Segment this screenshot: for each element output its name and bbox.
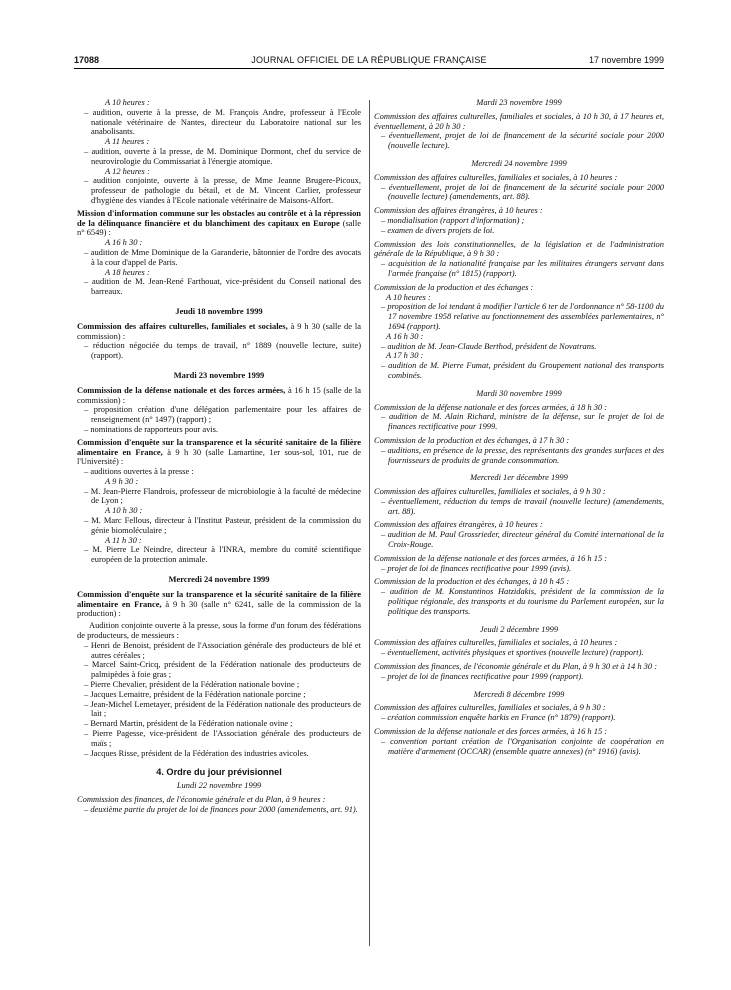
producer-item: – Jean-Michel Lemetayer, président de la Fédération nationale des producteurs de lait ; bbox=[77, 700, 361, 720]
agenda-item: – projet de loi de finances rectificative pour 1999 (avis). bbox=[374, 564, 664, 574]
producer-item: – Jacques Lemaitre, président de la Fédération nationale porcine ; bbox=[77, 690, 361, 700]
section-title: 4. Ordre du jour prévisionnel bbox=[156, 767, 282, 778]
time-label: A 18 heures : bbox=[105, 266, 150, 277]
commission-heading: Commission de la production et des échanges : bbox=[374, 281, 534, 292]
date-heading: Lundi 22 novembre 1999 bbox=[176, 780, 262, 791]
date-heading: Jeudi 2 décembre 1999 bbox=[479, 623, 559, 634]
agenda-item: – audition de M. Pierre Fumat, président du Groupement national des transports combinés. bbox=[374, 361, 664, 381]
agenda-item: – auditions ouvertes à la presse : bbox=[77, 467, 361, 477]
commission-heading: Commission de la défense nationale et des forces armées, à 16 h 15 : bbox=[374, 726, 608, 737]
commission-heading: Commission des affaires culturelles, familiales et sociales, à 9 h 30 : bbox=[374, 702, 606, 713]
commission-heading: Commission des affaires culturelles, familiales et sociales, à 10 heures : bbox=[374, 637, 618, 648]
time-label: A 10 h 30 : bbox=[105, 505, 143, 516]
date-heading: Mardi 23 novembre 1999 bbox=[476, 97, 562, 107]
commission-name: Commission d'enquête sur la transparence et la sécurité sanitaire de la filière alimentaire en France, bbox=[77, 588, 361, 609]
agenda-item: – audition de M. Jean-René Farthouat, vice-président du Conseil national des barreaux. bbox=[77, 277, 361, 297]
commission-heading: Commission des affaires culturelles, familiales et sociales, à 9 h 30 : bbox=[374, 486, 606, 497]
commission-heading: Commission des affaires culturelles, familiales et sociales, à 10 h 30, à 17 heures et, éventuellement, à 20 h 30 : bbox=[374, 110, 664, 131]
time-label: A 11 h 30 : bbox=[105, 534, 142, 545]
time-label: A 12 heures : bbox=[105, 165, 150, 176]
producer-item: – Bernard Martin, président de la Fédération nationale ovine ; bbox=[77, 719, 361, 729]
mission-room: (salle n° 6549) : bbox=[77, 217, 361, 238]
agenda-item: – M. Jean-Pierre Flandrois, professeur de microbiologie à la faculté de médecine de Lyon ; bbox=[77, 487, 361, 507]
audition-intro: Audition conjointe ouverte à la presse, sous la forme d'un forum des fédérations de producteurs, de messieurs : bbox=[77, 620, 361, 641]
producer-item: – Marcel Saint-Cricq, président de la Fédération nationale des producteurs de palmipèdes à foie gras ; bbox=[77, 660, 361, 680]
commission-heading: Commission de la production et des échanges, à 17 h 30 : bbox=[374, 434, 570, 445]
commission-heading: Commission des finances, de l'économie générale et du Plan, à 9 heures : bbox=[77, 794, 326, 804]
date-heading: Mercredi 24 novembre 1999 bbox=[168, 574, 270, 585]
agenda-item: – audition de M. Alain Richard, ministre de la défense, sur le projet de loi de finances rectificative pour 1999. bbox=[374, 412, 664, 432]
agenda-item: – éventuellement, projet de loi de financement de la sécurité sociale pour 2000 (nouvelle lecture) (amendements, art. 88). bbox=[374, 183, 664, 203]
agenda-item: – audition de M. Jean-Claude Berthod, président de Novatrans. bbox=[374, 342, 664, 352]
commission-name: Commission de la défense nationale et des forces armées, bbox=[77, 384, 286, 395]
agenda-item: – convention portant création de l'Organisation conjointe de coopération en matière d'armement (OCCAR) (ensemble quatre annexes) (n° 1916) (avis). bbox=[374, 737, 664, 757]
commission-heading: Commission de la défense nationale et des forces armées, à 18 h 30 : bbox=[374, 401, 608, 412]
commission-heading: Commission de la défense nationale et des forces armées, à 16 h 15 : bbox=[374, 552, 608, 563]
agenda-item: – éventuellement, réduction du temps de travail (nouvelle lecture) (amendements, art. 88). bbox=[374, 497, 664, 517]
time-label: A 10 heures : bbox=[105, 97, 150, 107]
commission-name: Commission d'enquête sur la transparence et la sécurité sanitaire de la filière alimentaire en France, bbox=[77, 436, 361, 457]
commission-heading bbox=[77, 438, 361, 467]
commission-heading bbox=[77, 590, 361, 619]
commission-heading: Commission de la production et des échanges, à 10 h 45 : bbox=[374, 576, 570, 587]
time-label: A 16 h 30 : bbox=[386, 330, 424, 341]
agenda-item: – audition de M. Konstantinos Hatzidakis, président de la commission de la politique régionale, des transports et du tourisme du Parlement européen, sur la politique des transports. bbox=[374, 587, 664, 616]
commission-time: à 9 h 30 (salle de la commission) : bbox=[77, 320, 361, 341]
producer-item: – Henri de Benoist, président de l'Association générale des producteurs de blé et autres céréales ; bbox=[77, 641, 361, 661]
agenda-item: – proposition création d'une délégation parlementaire pour les affaires de renseignement (n° 1497) (rapport) ; bbox=[77, 405, 361, 425]
agenda-item: – M. Marc Fellous, directeur à l'Institut Pasteur, président de la commission du génie biomoléculaire ; bbox=[77, 516, 361, 536]
date-heading: Jeudi 18 novembre 1999 bbox=[175, 305, 263, 316]
agenda-item: – M. Pierre Le Neindre, directeur à l'INRA, membre du comité scientifique européen de la protection animale. bbox=[77, 545, 361, 565]
commission-heading: Commission des affaires étrangères, à 10 heures : bbox=[374, 519, 543, 530]
agenda-item: – nominations de rapporteurs pour avis. bbox=[77, 425, 361, 435]
right-column bbox=[374, 98, 664, 756]
agenda-item: – éventuellement, projet de loi de financement de la sécurité sociale pour 2000 (nouvelle lecture). bbox=[374, 131, 664, 151]
agenda-item: – deuxième partie du projet de loi de finances pour 2000 (amendements, art. 91). bbox=[77, 805, 361, 815]
agenda-item: – audition de Mme Dominique de la Garanderie, bâtonnier de l'ordre des avocats à la cour d'appel de Paris. bbox=[77, 248, 361, 268]
header-rule bbox=[74, 68, 664, 69]
mission-title: Mission d'information commune sur les obstacles au contrôle et à la répression de la délinquance financière et du blanchiment des capitaux en Europe bbox=[77, 207, 361, 228]
commission-time: à 9 h 30 (salle n° 6241, salle de la commission de la production) : bbox=[77, 598, 361, 619]
commission-heading: Commission des finances, de l'économie générale et du Plan, à 9 h 30 et à 14 h 30 : bbox=[374, 661, 658, 672]
commission-time: à 16 h 15 (salle de la commission) : bbox=[77, 384, 361, 405]
commission-heading: Commission des affaires culturelles, familiales et sociales, à 10 heures : bbox=[374, 171, 618, 182]
agenda-item: – proposition de loi tendant à modifier l'article 6 ter de l'ordonnance n° 58-1100 du 17 novembre 1958 relative au fonctionnement des assemblées parlementaires, n° 1694 (rapport). bbox=[374, 302, 664, 331]
agenda-item: – acquisition de la nationalité française par les militaires étrangers servant dans l'armée française (n° 1815) (rapport). bbox=[374, 259, 664, 279]
date-heading: Mercredi 8 décembre 1999 bbox=[473, 688, 565, 699]
agenda-item: – examen de divers projets de loi. bbox=[374, 226, 664, 236]
agenda-item: – création commission enquête harkis en France (n° 1879) (rapport). bbox=[374, 713, 664, 723]
agenda-item: – mondialisation (rapport d'information) ; bbox=[374, 216, 664, 226]
date-heading: Mercredi 24 novembre 1999 bbox=[471, 157, 567, 168]
producer-item: – Pierre Pagesse, vice-président de l'Association générale des producteurs de maïs ; bbox=[77, 729, 361, 749]
agenda-item: – projet de loi de finances rectificative pour 1999 (rapport). bbox=[374, 672, 664, 682]
commission-heading: Commission des lois constitutionnelles, de la législation et de l'administration générale de la République, à 9 h 30 : bbox=[374, 238, 664, 259]
time-label: A 10 heures : bbox=[386, 291, 431, 302]
commission-heading bbox=[77, 322, 361, 342]
agenda-item: – auditions, en présence de la presse, des représentants des grandes surfaces et des fournisseurs de produits de grande consommation. bbox=[374, 446, 664, 466]
time-label: A 17 h 30 : bbox=[386, 350, 424, 361]
agenda-item: – audition de M. Paul Grossrieder, directeur général du Comité international de la Croix-Rouge. bbox=[374, 530, 664, 550]
time-label: A 9 h 30 : bbox=[105, 475, 139, 486]
page-number: 17088 bbox=[74, 55, 100, 65]
issue-date: 17 novembre 1999 bbox=[588, 55, 664, 65]
mission-heading bbox=[77, 209, 361, 238]
date-heading: Mardi 23 novembre 1999 bbox=[173, 369, 265, 380]
commission-time: à 9 h 30 (salle Lamartine, 1er sous-sol, 101, rue de l'Université) : bbox=[77, 446, 362, 467]
date-heading: Mercredi 1er décembre 1999 bbox=[470, 472, 568, 483]
date-heading: Mardi 30 novembre 1999 bbox=[476, 387, 562, 398]
agenda-item: – réduction négociée du temps de travail, n° 1889 (nouvelle lecture, suite) (rapport). bbox=[77, 341, 361, 361]
commission-heading bbox=[77, 386, 361, 406]
agenda-item: – audition conjointe, ouverte à la presse, de Mme Jeanne Brugere-Picoux, professeur de pathologie du bétail, et de M. Vincent Carlier, professeur d'hygiène des viandes à l'Ecole nationale vétérinaire de Maisons-Alfort. bbox=[77, 176, 361, 205]
producer-item: – Pierre Chevalier, président de la Fédération nationale bovine ; bbox=[77, 680, 361, 690]
agenda-item: – éventuellement, activités physiques et sportives (nouvelle lecture) (rapport). bbox=[374, 648, 664, 658]
commission-heading: Commission des affaires étrangères, à 10 heures : bbox=[374, 205, 543, 216]
journal-title: JOURNAL OFFICIEL DE LA RÉPUBLIQUE FRANÇAISE bbox=[251, 55, 487, 65]
time-label: A 16 h 30 : bbox=[105, 237, 143, 248]
agenda-item: – audition, ouverte à la presse, de M. Dominique Dormont, chef du service de neurovirologie du Commissariat à l'énergie atomique. bbox=[77, 147, 361, 167]
time-label: A 11 heures : bbox=[105, 136, 150, 147]
agenda-item: – audition, ouverte à la presse, de M. François Andre, professeur à l'Ecole nationale vétérinaire de Nantes, directeur du Laboratoire national sur les anabolisants. bbox=[77, 108, 361, 137]
column-divider bbox=[369, 100, 370, 946]
producer-item: – Jacques Risse, président de la Fédération des industries avicoles. bbox=[77, 749, 361, 759]
page-header bbox=[74, 55, 664, 69]
commission-name: Commission des affaires culturelles, familiales et sociales, bbox=[77, 320, 288, 331]
left-column bbox=[77, 98, 361, 815]
